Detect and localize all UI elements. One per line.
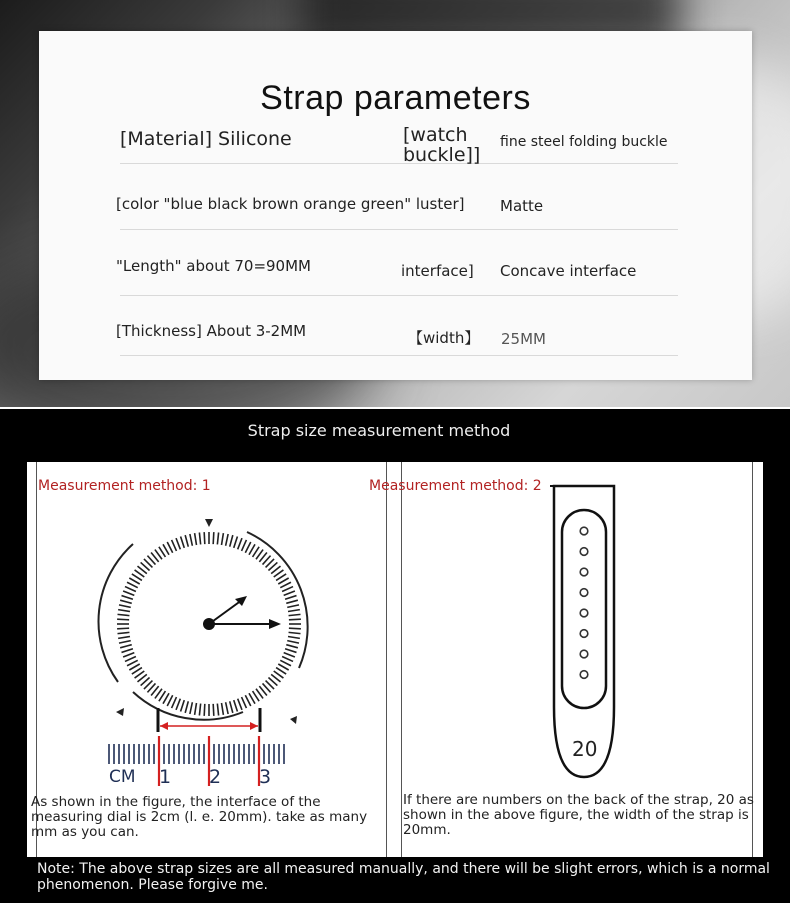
method2-description: If there are numbers on the back of the strap, 20 as shown in the above figure, the width of the strap is 20mm. [403, 792, 754, 838]
dial-tick [289, 614, 301, 615]
param-row-color [116, 164, 678, 230]
dial-tick [123, 591, 134, 595]
dial-tick [118, 632, 130, 633]
param-width-label: 【width】 [408, 329, 480, 347]
dial-tick [222, 533, 224, 545]
param-width-value: 25MM [501, 330, 546, 348]
dial-tick [204, 532, 205, 544]
param-buckle-label: [watch buckle]] [403, 124, 481, 166]
dial-tick [176, 538, 180, 549]
dial-tick [242, 540, 247, 551]
dial-tick [289, 619, 301, 620]
strap-hole [580, 630, 588, 638]
dial-tick [226, 702, 228, 714]
dial-tick [230, 701, 233, 713]
dial-tick [289, 628, 301, 629]
dial-tick [238, 538, 242, 549]
dial-tick [167, 542, 172, 553]
dial-tick [213, 532, 214, 544]
strap-hole [580, 568, 588, 576]
param-row-material [120, 121, 678, 164]
param-luster-value: Matte [500, 197, 544, 215]
param-material: [Material] Silicone [120, 128, 292, 150]
dial-tick [284, 653, 295, 657]
ruler-mark-1: 1 [159, 766, 172, 788]
dial-tick [217, 704, 218, 716]
strap-number: 20 [572, 737, 598, 761]
param-row-length [116, 230, 678, 296]
strap-hole [580, 671, 588, 679]
dial-tick [120, 600, 132, 603]
dial-tick [118, 637, 130, 639]
dial-tick [118, 610, 130, 612]
strap-illustration [542, 482, 632, 782]
dial-tick [287, 641, 299, 643]
dial-tick [242, 697, 247, 708]
dial-tick [125, 657, 136, 662]
strap-hole [580, 650, 588, 658]
dial-tick [285, 649, 296, 653]
dial-tick [176, 699, 180, 710]
page-title: Strap parameters [260, 79, 531, 117]
method2-title: Measurement method: 2 [369, 478, 542, 494]
dial-tick [245, 542, 250, 553]
dial-tick [282, 587, 293, 592]
strap-hole [580, 609, 588, 617]
dial-tick [234, 537, 238, 548]
strap-parameters-card [39, 31, 752, 380]
measurement-panel [27, 462, 763, 857]
dial-tick [122, 596, 133, 600]
param-interface-label: interface] [401, 262, 474, 280]
dial-tick [185, 535, 188, 547]
param-row-thickness [116, 296, 678, 356]
dial-tick [120, 645, 132, 648]
dial-tick [234, 700, 238, 711]
param-color: [color "blue black brown orange green" luster] [116, 195, 465, 213]
method1-title: Measurement method: 1 [38, 478, 211, 494]
dial-tick [226, 534, 228, 546]
measurement-heading: Strap size measurement method [247, 421, 511, 440]
dial-tick [119, 605, 131, 607]
dial-tick [125, 587, 136, 592]
watch-dial-illustration [97, 512, 337, 802]
strap-hole [580, 589, 588, 597]
dial-tick [190, 702, 192, 714]
dial-tick [217, 533, 218, 545]
param-length: "Length" about 70=90MM [116, 257, 311, 275]
section-divider [0, 407, 790, 409]
dial-tick [195, 703, 197, 715]
dial-tick [288, 610, 300, 612]
dial-tick [122, 649, 133, 653]
dial-tick [286, 600, 298, 603]
dial-tick [118, 614, 130, 615]
ruler-mark-3: 3 [259, 766, 272, 788]
dial-tick [123, 653, 134, 657]
ruler-unit: CM [109, 767, 136, 787]
dial-tick [288, 637, 300, 639]
dial-tick [185, 701, 188, 713]
param-interface-value: Concave interface [500, 262, 637, 280]
dial-tick [213, 704, 214, 716]
dial-tick [204, 704, 205, 716]
dial-tick [230, 535, 233, 547]
dial-tick [285, 596, 296, 600]
dial-tick [117, 628, 129, 629]
dial-tick [190, 534, 192, 546]
dial-tick [245, 695, 250, 706]
dial-tick [199, 704, 200, 716]
method1-description: As shown in the figure, the interface of the measuring dial is 2cm (l. e. 20mm). take as many mm as you can. [31, 794, 368, 840]
dial-tick [280, 660, 291, 665]
dial-tick [238, 699, 242, 710]
param-thickness: [Thickness] About 3-2MM [116, 322, 307, 340]
param-buckle-value: fine steel folding buckle [500, 134, 668, 150]
dial-tick [286, 645, 298, 648]
dial-tick [117, 619, 129, 620]
dial-tick [172, 697, 177, 708]
dial-tick [287, 605, 299, 607]
dial-tick [127, 582, 138, 587]
dial-tick [195, 533, 197, 545]
dial-tick [119, 641, 131, 643]
dial-tick [172, 540, 177, 551]
dial-tick [127, 660, 138, 665]
strap-hole [580, 548, 588, 556]
dial-tick [280, 582, 291, 587]
dial-tick [222, 703, 224, 715]
dial-tick [289, 632, 301, 633]
ruler-mark-2: 2 [209, 766, 222, 788]
dial-tick [181, 537, 185, 548]
strap-hole [580, 527, 588, 535]
dial-tick [199, 533, 200, 545]
dial-tick [282, 657, 293, 662]
footer-note: Note: The above strap sizes are all measured manually, and there will be slight errors, which is a normal phenomenon. Please forgive me. [37, 861, 770, 893]
dial-tick [181, 700, 185, 711]
dial-tick [167, 695, 172, 706]
dial-tick [284, 591, 295, 595]
